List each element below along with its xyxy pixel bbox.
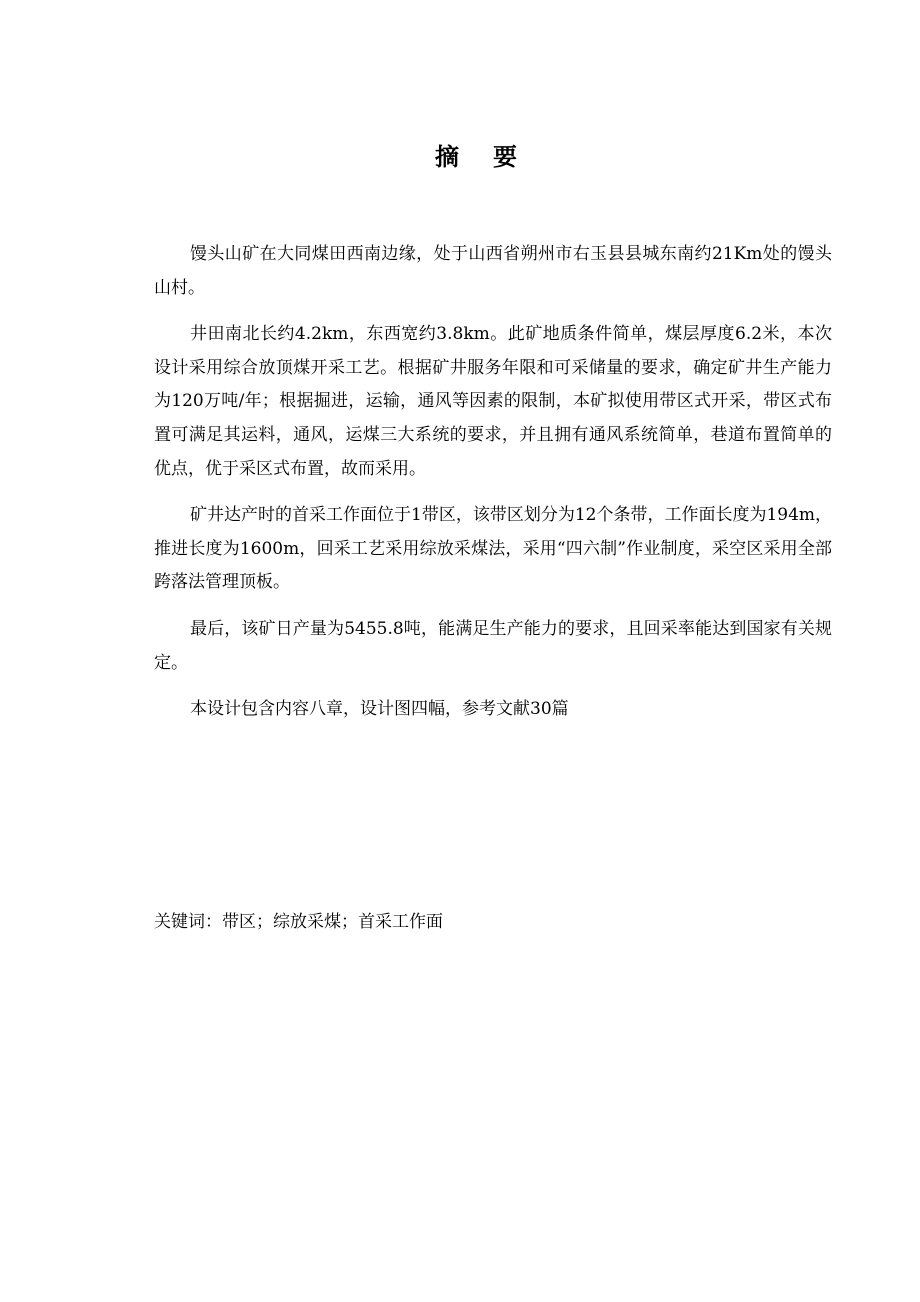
abstract-paragraph-5: 本设计包含内容八章，设计图四幅，参考文献30篇 [190,699,569,720]
page-title: 摘要 [435,142,551,171]
abstract-paragraph-2: 井田南北长约4.2km，东西宽约3.8km。此矿地质条件简单，煤层厚度6.2米，本次设计采用综合放顶煤开采工艺。根据矿井服务年限和可采储量的要求，确定矿井生产能力为120万吨/年；根据掘进，运输，通风等因素的限制，本矿拟使用带区式开采，带区式布置可满足其运料，通风，运煤三大系统的要求，并且拥有通风系统简单，巷道布置简单的优点，优于采区式布置，故而采用。 [154,324,832,479]
abstract-paragraph-1: 馒头山矿在大同煤田西南边缘，处于山西省朔州市右玉县县城东南约21Km处的馒头山村。 [154,244,832,298]
abstract-paragraph-4: 最后，该矿日产量为5455.8吨，能满足生产能力的要求，且回采率能达到国家有关规定。 [154,618,832,673]
abstract-paragraph-3: 矿井达产时的首采工作面位于1带区，该带区划分为12个条带，工作面长度为194m，推进长度为1600m，回采工艺采用综放采煤法，采用“四六制”作业制度，采空区采用全部跨落法管理顶板。 [154,505,833,593]
keywords-line: 关键词：带区；综放采煤；首采工作面 [154,912,443,932]
abstract-body [154,238,832,740]
